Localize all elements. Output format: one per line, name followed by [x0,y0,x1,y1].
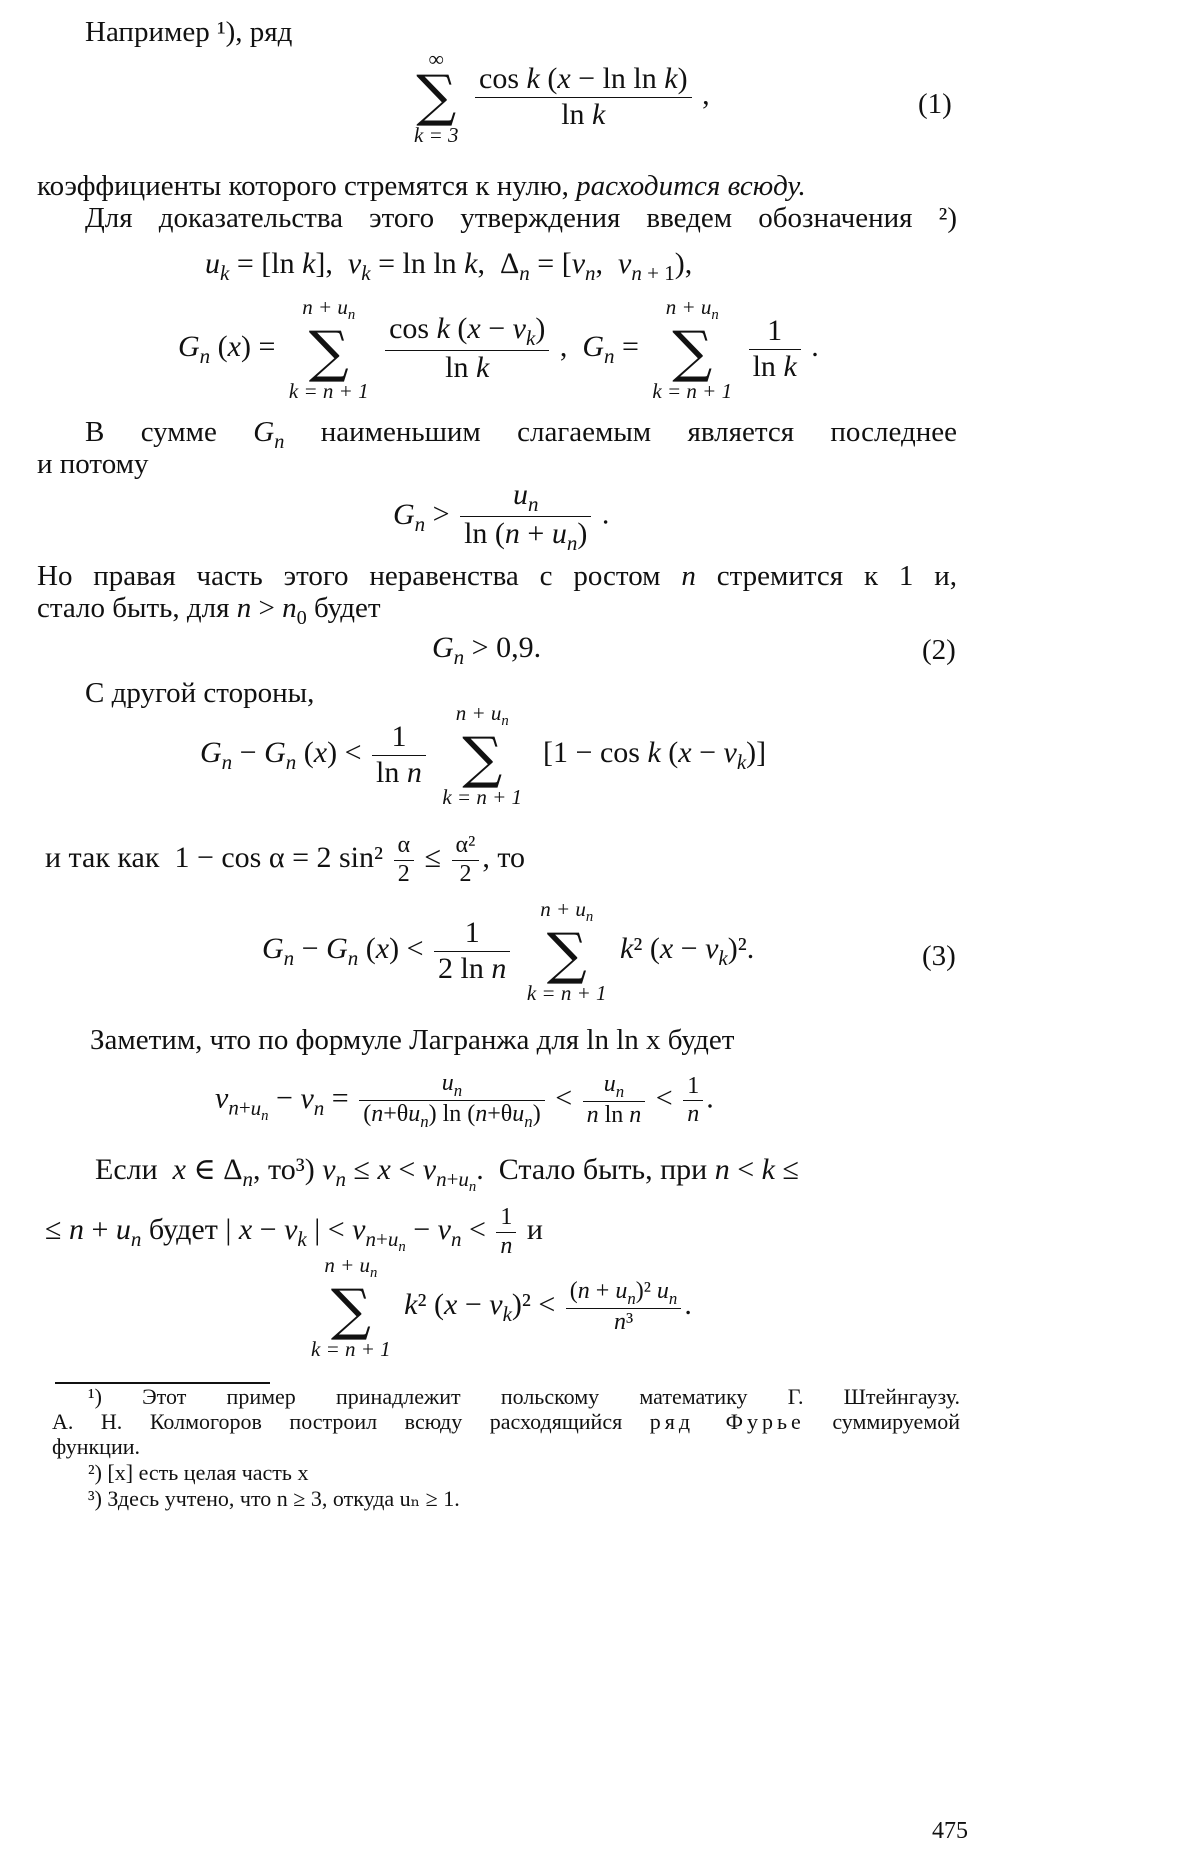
footnote-1-cont: А. Н. Колмогоров построил всюду расходящийся ряд Фурье суммируемой [52,1409,961,1434]
equation-1: ∞ ∑ k = 3 $\frac{\text{cos k (x − ln ln k)}}{\text{ln k}}$ , [414,47,710,147]
equation-number-2: (2) [922,634,956,666]
page-number: 475 [932,1818,968,1844]
paragraph-intro: Например ¹), ряд [85,16,293,48]
paragraph-other-side: С другой стороны, [85,677,315,709]
final-sum-estimate: $n + u_n$ ∑ k = n + 1 k² $(x - v_k)^2$ < $\frac{(n + u_n)^2 u_n}{\text{n³}}$ . [311,1253,692,1362]
equation-2: $G_n > 0,9$. [432,631,542,669]
footnote-3: ³) Здесь учтено, что n ≥ 3, откуда uₙ ≥ 1. [88,1486,460,1511]
definitions-line: $u_k = [\ln$ k], $v_k = \ln \ln k$, $\Delta_n = [v_n$, $v_{n + 1}$), [205,247,693,285]
footnote-2: ²) [x] есть целая часть x [88,1460,309,1485]
gn-definitions: $G_n$ (x) = $n + u_n$ ∑ k = n + 1 $\frac{\cos k (x - v_k)}{\text{ln k}}$ , $G_n$ = $n + u_n$ ∑ k = n + 1 $\frac{1}{\text{ln k}}$ . [178,295,819,404]
difference-inequality: $G_n - G_n$ (x) < $\frac{1}{\text{ln n}}$ $n + u_n$ ∑ k = n + 1 [1 − cos k $(x - v_k)$] [200,701,767,810]
gn-inequality: $G_n$ > $\frac{u_n}{\ln (n + u_n)}$ . [393,478,610,556]
paragraph-lagrange: Заметим, что по формуле Лагранжа для ln ln x будет [90,1024,735,1056]
paragraph-right-side: Но правая часть этого неравенства с ростом n стремится к 1 и, [37,560,958,592]
paragraph-proof: Для доказательства этого утверждения введем обозначения ²) [85,202,957,234]
equation-number-3: (3) [922,940,956,972]
footnote-1: ¹) Этот пример принадлежит польскому математику Г. Штейнгаузу. [88,1384,960,1409]
paragraph-right-side-cont: стало быть, для $n > n_0$ будет [37,592,381,629]
footnote-1-end: функции. [52,1434,140,1459]
paragraph-coefficients: коэффициенты которого стремятся к нулю, расходится всюду. [37,170,806,202]
paragraph-since: и так как 1 − cos α = 2 sin² $\frac{\alpha}{2}$ ≤ $\frac{\text{α²}}{2}$ , то [45,832,526,887]
paragraph-sum: В сумме $G_n$ наименьшим слагаемым является последнее [85,416,958,453]
equation-number-1: (1) [918,88,952,120]
paragraph-if-cont: ≤ $n + u_n$ будет | $x - v_k$ | < $v_{n+u_n} - v_n$ < $\frac{1}{n}$ и [45,1204,543,1259]
equation-3: $G_n - G_n$ (x) < $\frac{1}{\text{2 ln n}}$ $n + u_n$ ∑ k = n + 1 k² $(x - v_k)^2$. [262,897,755,1006]
lagrange-estimate: $v_{n+u_n} - v_n$ = $\frac{u_n}{(n+\theta u_n) \ln (n+\theta u_n)}$ < $\frac{u_n}{\text{n ln n}}$ < $\frac{1}{n}$ . [215,1070,714,1131]
paragraph-if: Если x ∈ $\Delta_n$, то³) $v_n \le x < v_{n+u_n}$. Стало быть, при n < k ≤ [95,1153,799,1196]
paragraph-sum-cont: и потому [37,448,149,480]
